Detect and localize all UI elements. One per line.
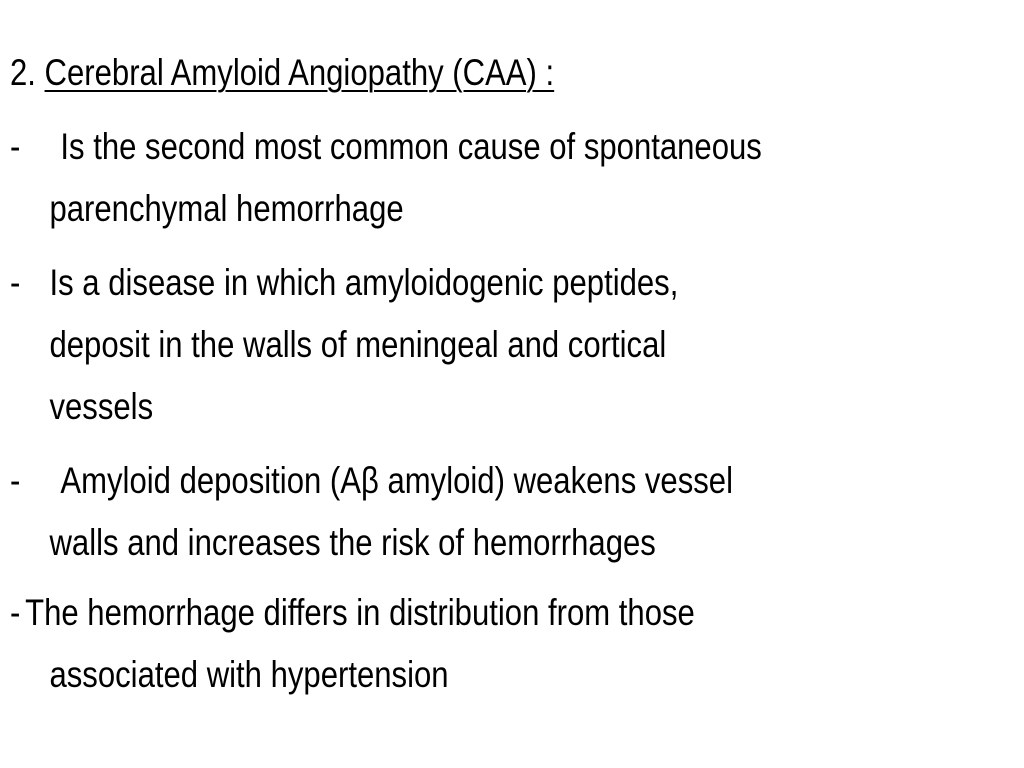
bullet-1 xyxy=(10,116,1010,240)
bullet-2-marker: - xyxy=(10,262,21,303)
heading-number: 2. xyxy=(10,52,36,93)
bullet-2-line-3: vessels xyxy=(49,386,154,427)
bullet-3-line-2: walls and increases the risk of hemorrhages xyxy=(49,522,656,563)
bullet-3-line-1: Amyloid deposition (Aβ amyloid) weakens vessel xyxy=(60,460,733,501)
bullet-3-marker: - xyxy=(10,460,21,501)
bullet-1-line-2: parenchymal hemorrhage xyxy=(49,188,404,229)
heading-title: Cerebral Amyloid Angiopathy (CAA) : xyxy=(44,52,555,93)
bullet-4 xyxy=(10,582,1010,706)
slide-heading xyxy=(10,46,554,100)
bullet-4-line-1: The hemorrhage differs in distribution from those xyxy=(25,592,695,633)
bullet-2 xyxy=(10,252,1010,438)
bullet-2-line-1: Is a disease in which amyloidogenic peptides, xyxy=(49,262,679,303)
bullet-4-line-2: associated with hypertension xyxy=(49,654,449,695)
bullet-4-marker: - xyxy=(10,592,21,633)
bullet-1-marker: - xyxy=(10,126,21,167)
bullet-3 xyxy=(10,450,1010,574)
bullet-2-line-2: deposit in the walls of meningeal and cortical xyxy=(49,324,667,365)
bullet-1-line-1: Is the second most common cause of spontaneous xyxy=(60,126,762,167)
